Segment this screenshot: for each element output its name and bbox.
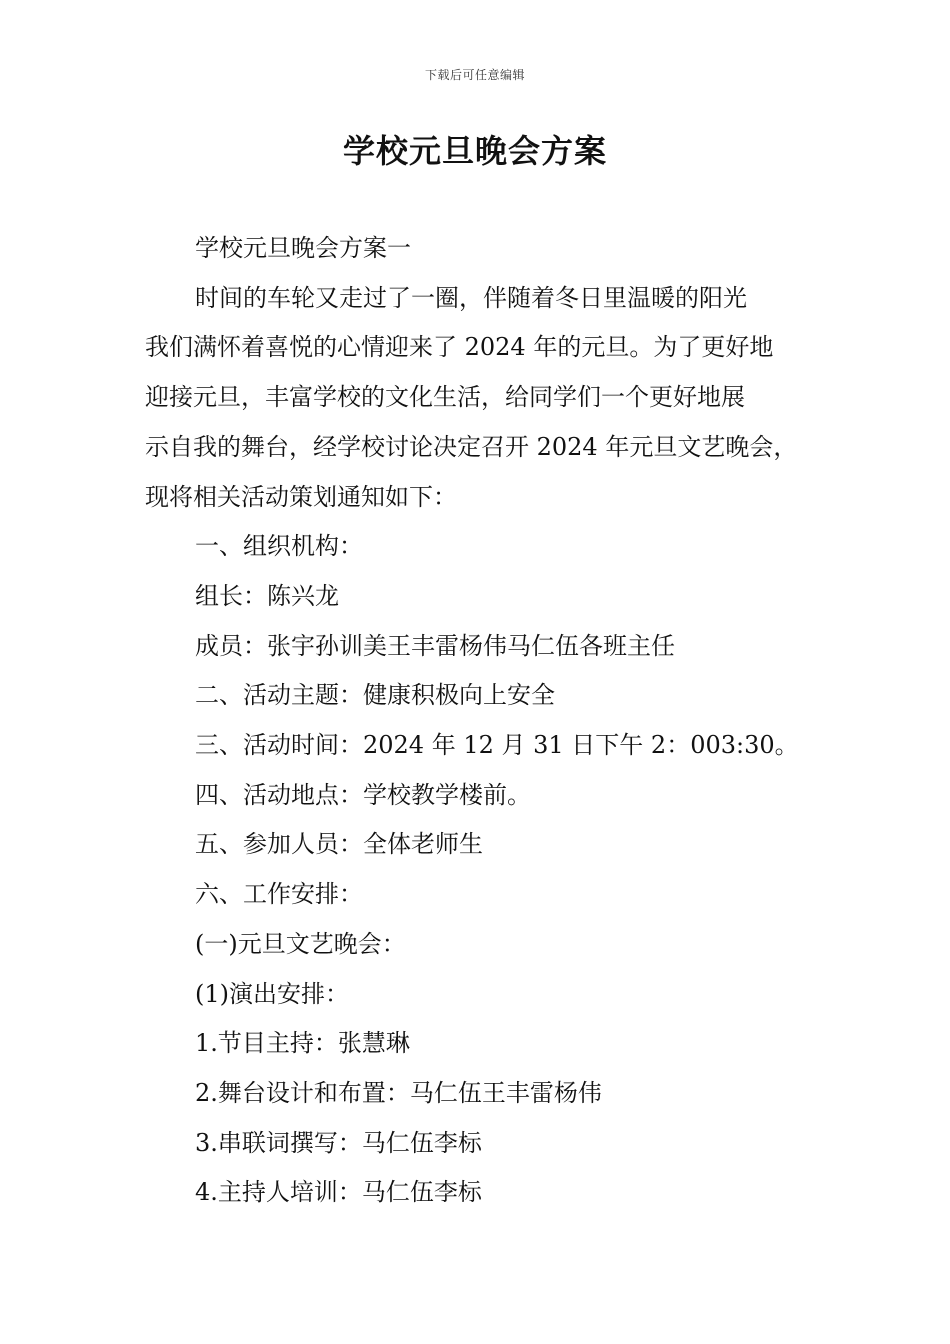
item-performance: (1)演出安排： [195,979,349,1008]
intro-line: 迎接元旦，丰富学校的文化生活，给同学们一个更好地展 [145,383,745,412]
document-body [145,224,835,1218]
item-training: 4.主持人培训：马仁伍李标 [195,1178,482,1207]
item-time: 三、活动时间：2024 年 12 月 31 日下午 2：003:30。 [195,731,799,760]
intro-line: 我们满怀着喜悦的心情迎来了 2024 年的元旦。为了更好地 [145,333,774,362]
header-note: 下载后可任意编辑 [424,68,525,82]
item-theme: 二、活动主题：健康积极向上安全 [195,681,555,710]
item-location: 四、活动地点：学校教学楼前。 [195,780,531,809]
section-subtitle: 学校元旦晚会方案一 [195,234,411,262]
document-title: 学校元旦晚会方案 [342,132,607,170]
item-stage: 2.舞台设计和布置：马仁伍王丰雷杨伟 [195,1078,602,1107]
intro-line: 时间的车轮又走过了一圈，伴随着冬日里温暖的阳光 [195,283,747,312]
item-leader: 组长：陈兴龙 [195,581,339,610]
item-work-heading: 六、工作安排： [195,880,363,909]
intro-line: 示自我的舞台，经学校讨论决定召开 2024 年元旦文艺晚会， [145,432,798,461]
item-host: 1.节目主持：张慧琳 [195,1029,410,1058]
intro-line: 现将相关活动策划通知如下： [145,482,457,511]
item-members: 成员：张宇孙训美王丰雷杨伟马仁伍各班主任 [195,631,675,660]
item-subsection: (一)元旦文艺晚会： [195,929,406,958]
item-participants: 五、参加人员：全体老师生 [195,830,483,859]
item-org-heading: 一、组织机构： [195,532,363,561]
item-script: 3.串联词撰写：马仁伍李标 [195,1128,482,1157]
